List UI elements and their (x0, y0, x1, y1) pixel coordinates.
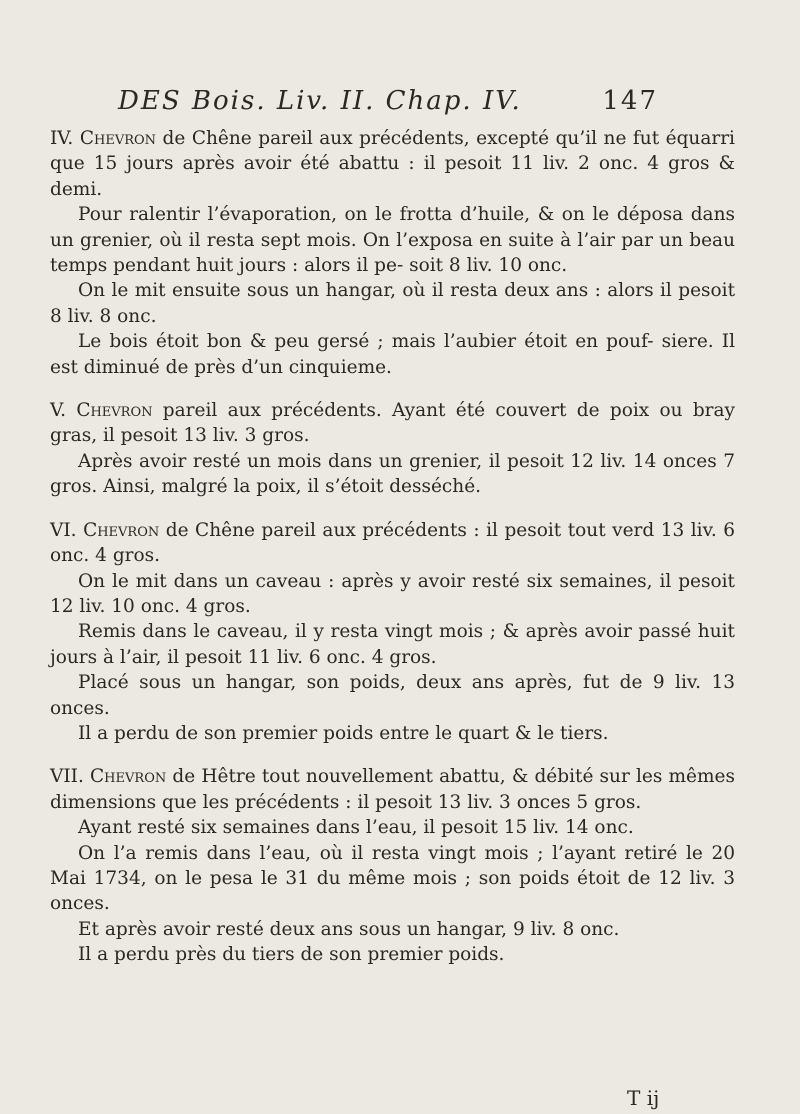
paragraph (50, 815, 735, 840)
paragraph (50, 670, 735, 721)
paragraph (50, 398, 735, 449)
paragraph (50, 518, 735, 569)
paragraph (50, 278, 735, 329)
paragraph-text: Placé sous un hangar, son poids, deux ans après, fut de 9 liv. 13 onces. (50, 672, 735, 719)
running-header (118, 86, 658, 120)
paragraph (50, 917, 735, 942)
paragraph-text: Après avoir resté un mois dans un grenier, il pesoit 12 liv. 14 onces 7 gros. Ainsi, malgré la poix, il s’étoit desséché. (50, 450, 735, 498)
paragraph (50, 126, 735, 202)
running-head: DES Bois. Liv. II. Chap. IV. (118, 86, 522, 116)
signature-mark: T ij (627, 1086, 660, 1110)
paragraph (50, 619, 735, 670)
paragraph (50, 569, 735, 620)
paragraph-text: de Chêne pareil aux précédents, excepté qu’il ne fut équarri que 15 jours après avoir été abattu : il pesoit 11 liv. 2 onc. 4 gros & demi. (50, 128, 735, 200)
paragraph-text: On le mit dans un caveau : après y avoir resté six semaines, il pesoit 12 liv. 10 onc. 4 gros. (50, 570, 735, 617)
paragraph-text: Pour ralentir l’évaporation, on le frotta d’huile, & on le déposa dans un grenier, où il resta sept mois. On l’exposa en suite à l’air par un beau temps pendant huit jours : alors il pe- soit 8 liv. 10 onc. (50, 204, 735, 277)
paragraph-text: Il a perdu près du tiers de son premier poids. (78, 944, 505, 966)
paragraph-text: Et après avoir resté deux ans sous un hangar, 9 liv. 8 onc. (78, 918, 620, 940)
section-number: VI. (50, 519, 77, 541)
paragraph-text: Remis dans le caveau, il y resta vingt mois ; & après avoir passé huit jours à l’air, il pesoit 11 liv. 6 onc. 4 gros. (50, 621, 735, 668)
paragraph (50, 329, 735, 380)
paragraph-text: de Hêtre tout nouvellement abattu, & débité sur les mêmes dimensions que les précédents : il pesoit 13 liv. 3 onces 5 gros. (50, 766, 735, 813)
section-heading: Chevron (83, 519, 160, 541)
paragraph-text: pareil aux précédents. Ayant été couvert de poix ou bray gras, il pesoit 13 liv. 3 gros. (50, 400, 735, 447)
section-number: IV. (50, 128, 74, 149)
section-heading: Chevron (90, 766, 167, 788)
page-number: 147 (602, 86, 658, 116)
body-text (50, 126, 735, 968)
paragraph (50, 202, 735, 278)
section-number: VII. (50, 766, 84, 788)
paragraph-text: Il a perdu de son premier poids entre le quart & le tiers. (78, 722, 609, 744)
paragraph (50, 942, 735, 967)
paragraph-text: On l’a remis dans l’eau, où il resta vingt mois ; l’ayant retiré le 20 Mai 1734, on le pesa le 31 du même mois ; son poids étoit de 12 liv. 3 onces. (50, 842, 735, 915)
paragraph (50, 449, 735, 500)
paragraph-text: Ayant resté six semaines dans l’eau, il pesoit 15 liv. 14 onc. (78, 817, 634, 839)
section-heading: Chevron (76, 400, 153, 422)
section-heading: Chevron (79, 128, 157, 149)
paragraph-text: On le mit ensuite sous un hangar, où il resta deux ans : alors il pesoit 8 liv. 8 onc. (50, 280, 735, 327)
section-number: V. (50, 400, 67, 422)
paragraph-text: de Chêne pareil aux précédents : il pesoit tout verd 13 liv. 6 onc. 4 gros. (50, 519, 735, 567)
paragraph (50, 721, 735, 746)
paragraph-text: Le bois étoit bon & peu gersé ; mais l’aubier étoit en pouf- siere. Il est diminué de près d’un cinquieme. (50, 331, 735, 378)
paragraph (50, 764, 735, 815)
paragraph (50, 841, 735, 917)
